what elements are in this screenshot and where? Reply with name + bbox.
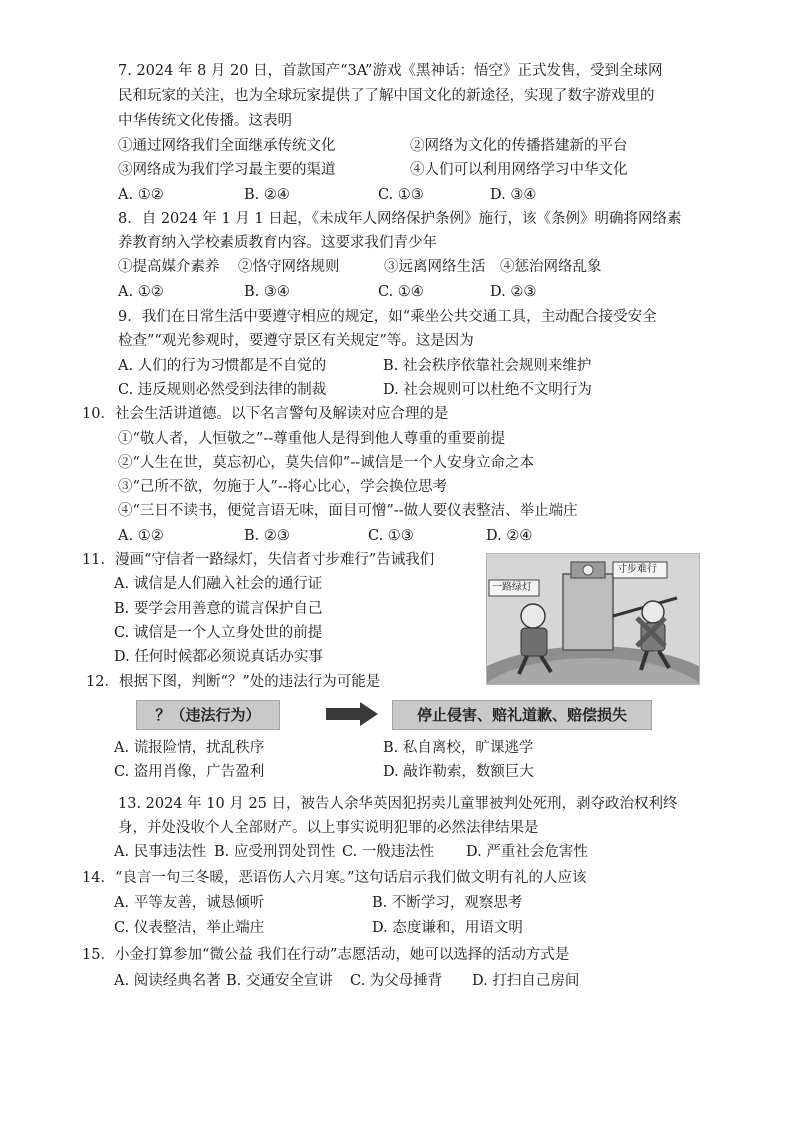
q7-option-a: A. ①② [118, 187, 164, 203]
flow-box-violation: ？（违法行为） [136, 700, 280, 730]
q9-option-b: B. 社会秩序依靠社会规则来维护 [383, 358, 592, 374]
q10-statement-1: ①“敬人者，人恒敬之”--尊重他人是得到他人尊重的重要前提 [118, 431, 506, 447]
flow-box-consequences: 停止侵害、赔礼道歉、赔偿损失 [392, 700, 652, 730]
q8-option-d: D. ②③ [490, 284, 537, 300]
q11-option-a: A. 诚信是人们融入社会的通行证 [114, 576, 323, 592]
cartoon-illustration [487, 554, 699, 684]
q9-stem-line1: 9．我们在日常生活中要遵守相应的规定，如“乘坐公共交通工具，主动配合接受安全 [118, 309, 657, 325]
q15-stem: 15．小金打算参加“微公益 我们在行动”志愿活动，她可以选择的活动方式是 [82, 947, 570, 963]
q12-option-a: A. 谎报险情，扰乱秩序 [114, 740, 265, 756]
q8-stem-line2: 养教育纳入学校素质教育内容。这要求我们青少年 [118, 235, 437, 251]
q14-option-c: C. 仪表整洁，举止端庄 [114, 920, 265, 936]
q7-option-d: D. ③④ [490, 187, 537, 203]
q8-option-c: C. ①④ [378, 284, 424, 300]
q8-statement-1: ①提高媒介素养 [118, 259, 220, 275]
q8-statement-4: ④惩治网络乱象 [500, 259, 602, 275]
q8-statement-3: ③远离网络生活 [384, 259, 486, 275]
q7-statement-3: ③网络成为我们学习最主要的渠道 [118, 162, 336, 178]
q9-stem-line2: 检查”“观光参观时，要遵守景区有关规定”等。这是因为 [118, 333, 474, 349]
cartoon-label-left: 一路绿灯 [492, 582, 532, 593]
q10-statement-4: ④“三日不读书，便觉言语无味，面目可憎”--做人要仪表整洁、举止端庄 [118, 503, 578, 519]
q12-option-d: D. 敲诈勒索，数额巨大 [383, 764, 534, 780]
cartoon-image [486, 553, 700, 685]
cartoon-label-right: 寸步难行 [617, 564, 657, 575]
q7-stem-line1: 7. 2024 年 8 月 20 日，首款国产“3A”游戏《黑神话：悟空》正式发售，受到全球网 [118, 63, 663, 79]
q8-option-b: B. ③④ [244, 284, 290, 300]
q7-stem-line2: 民和玩家的关注，也为全球玩家提供了了解中国文化的新途径，实现了数字游戏里的 [118, 88, 655, 104]
q9-option-d: D. 社会规则可以杜绝不文明行为 [383, 382, 592, 398]
right-arrow-icon [326, 702, 378, 726]
q9-option-a: A. 人们的行为习惯都是不自觉的 [118, 358, 327, 374]
q11-option-c: C. 诚信是一个人立身处世的前提 [114, 625, 323, 641]
q13-option-a: A. 民事违法性 [114, 844, 207, 860]
q7-statement-4: ④人们可以利用网络学习中华文化 [410, 162, 628, 178]
q13-stem-line1: 13. 2024 年 10 月 25 日，被告人余华英因犯拐卖儿童罪被判处死刑，剥夺政治权利终 [118, 796, 678, 812]
q12-option-c: C. 盗用肖像，广告盈利 [114, 764, 265, 780]
q14-option-b: B. 不断学习，观察思考 [372, 895, 523, 911]
q10-option-c: C. ①③ [368, 528, 414, 544]
q8-statement-2: ②恪守网络规则 [238, 259, 340, 275]
q12-option-b: B. 私自离校，旷课逃学 [383, 740, 534, 756]
q10-option-b: B. ②③ [244, 528, 290, 544]
q10-option-d: D. ②④ [486, 528, 533, 544]
q13-option-c: C. 一般违法性 [342, 844, 435, 860]
q14-stem: 14．“良言一句三冬暖，恶语伤人六月寒。”这句话启示我们做文明有礼的人应该 [82, 870, 587, 886]
q11-option-d: D. 任何时候都必须说真话办实事 [114, 649, 323, 665]
q8-stem-line1: 8．自 2024 年 1 月 1 日起，《未成年人网络保护条例》施行，该《条例》明确将网络素 [118, 211, 682, 227]
q9-option-c: C. 违反规则必然受到法律的制裁 [118, 382, 327, 398]
q7-statement-1: ①通过网络我们全面继承传统文化 [118, 138, 336, 154]
q10-stem: 10．社会生活讲道德。以下名言警句及解读对应合理的是 [82, 406, 449, 422]
q13-option-b: B. 应受刑罚处罚性 [214, 844, 336, 860]
q10-statement-2: ②“人生在世，莫忘初心，莫失信仰”--诚信是一个人安身立命之本 [118, 455, 535, 471]
q7-option-b: B. ②④ [244, 187, 290, 203]
q15-option-a: A. 阅读经典名著 [114, 973, 221, 989]
q15-option-c: C. 为父母捶背 [350, 973, 443, 989]
q15-option-b: B. 交通安全宣讲 [226, 973, 333, 989]
q14-option-d: D. 态度谦和，用语文明 [372, 920, 523, 936]
q13-option-d: D. 严重社会危害性 [466, 844, 588, 860]
q7-option-c: C. ①③ [378, 187, 424, 203]
q10-statement-3: ③“己所不欲，勿施于人”--将心比心，学会换位思考 [118, 479, 448, 495]
q7-statement-2: ②网络为文化的传播搭建新的平台 [410, 138, 628, 154]
q7-stem-line3: 中华传统文化传播。这表明 [118, 113, 292, 129]
q11-stem: 11．漫画“守信者一路绿灯，失信者寸步难行”告诫我们 [82, 552, 435, 568]
q10-option-a: A. ①② [118, 528, 164, 544]
q11-option-b: B. 要学会用善意的谎言保护自己 [114, 601, 323, 617]
q8-option-a: A. ①② [118, 284, 164, 300]
q12-stem: 12．根据下图，判断“？”处的违法行为可能是 [86, 674, 381, 690]
q14-option-a: A. 平等友善，诚恳倾听 [114, 895, 265, 911]
q15-option-d: D. 打扫自己房间 [472, 973, 580, 989]
q13-stem-line2: 身，并处没收个人全部财产。以上事实说明犯罪的必然法律结果是 [118, 820, 539, 836]
